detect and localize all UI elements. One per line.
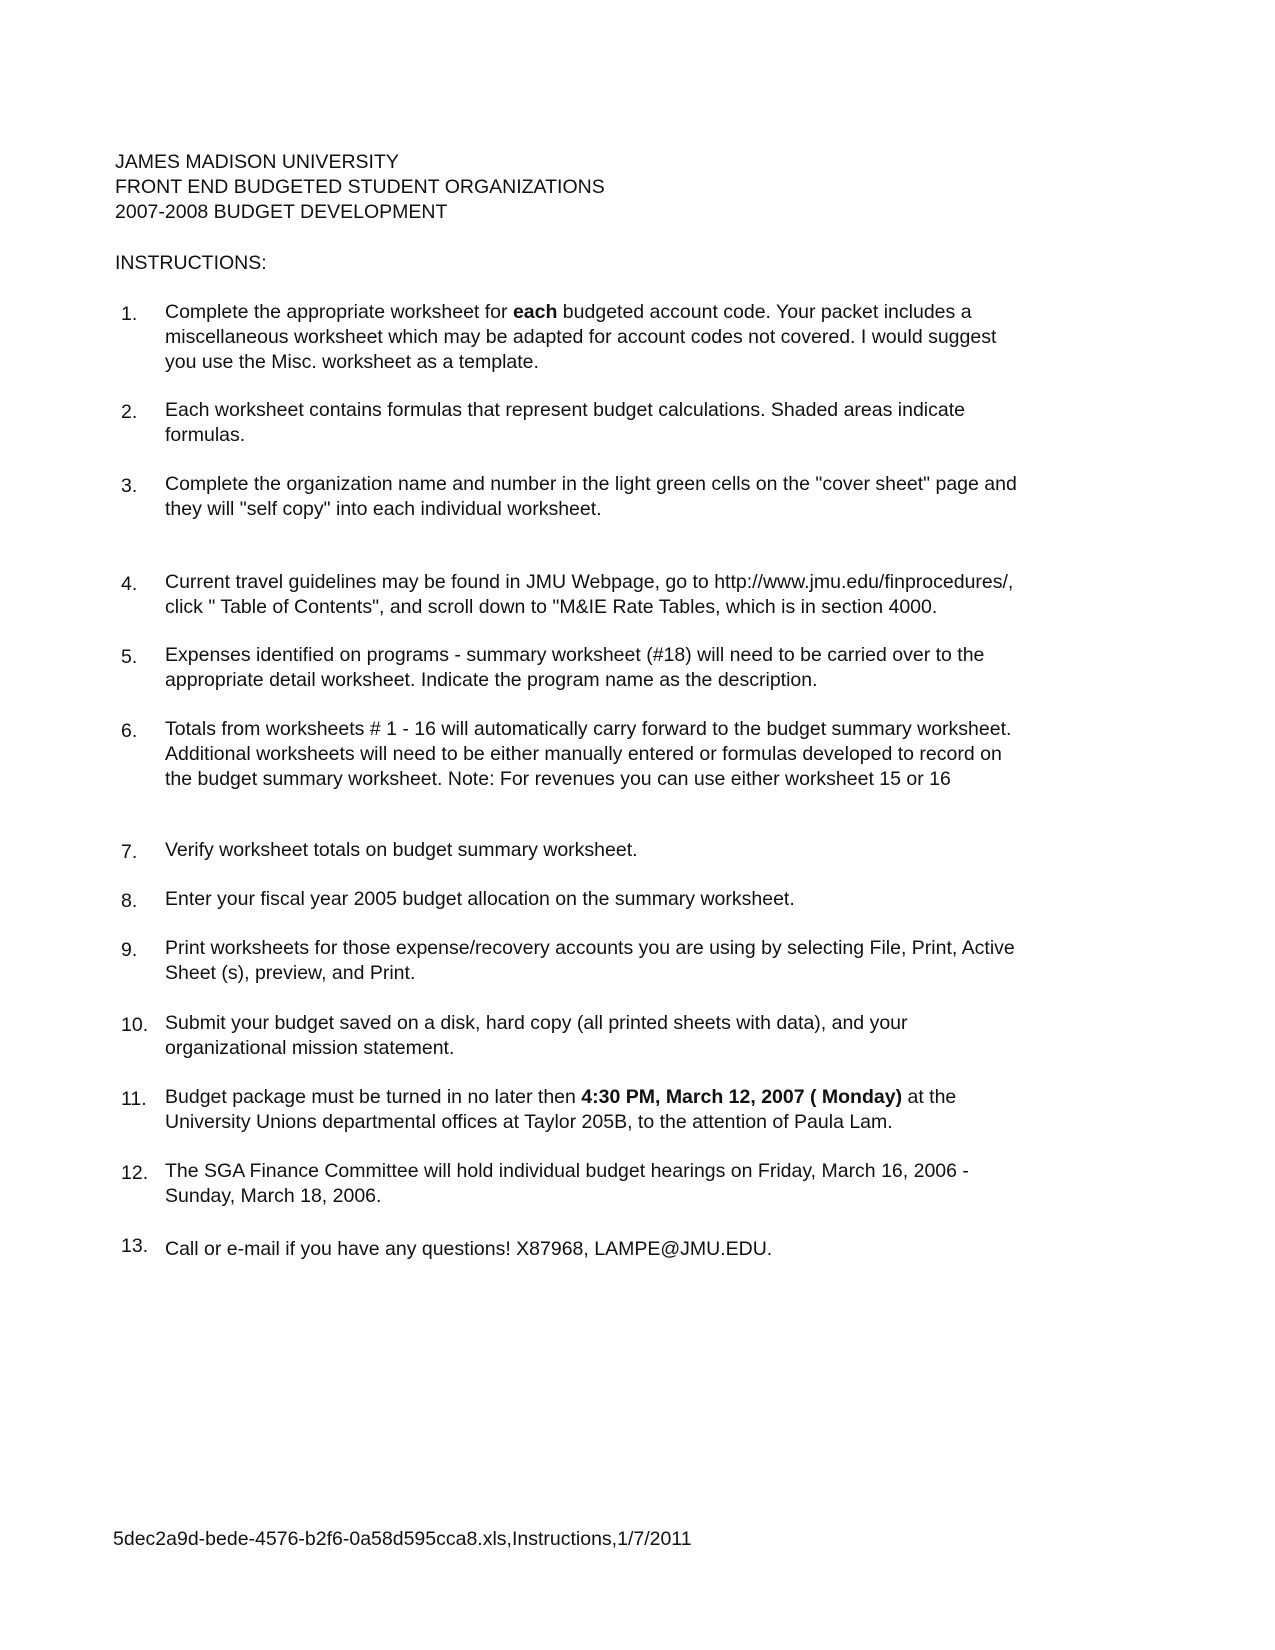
item-text: [165, 300, 1065, 375]
item-number: 3.: [121, 475, 138, 497]
header-university: JAMES MADISON UNIVERSITY: [115, 151, 399, 173]
item-line: Submit your budget saved on a disk, hard copy (all printed sheets with data), and your: [165, 1012, 908, 1034]
page-footer: 5dec2a9d-bede-4576-b2f6-0a58d595cca8.xls,Instructions,1/7/2011: [113, 1528, 692, 1550]
item-line: Sheet (s), preview, and Print.: [165, 962, 416, 984]
item-text: [165, 717, 1065, 792]
item-emphasis: each: [512, 301, 558, 323]
item-line: Current travel guidelines may be found in JMU Webpage, go to http://www.jmu.edu/finprocedures/,: [165, 571, 1014, 593]
item-line: the budget summary worksheet. Note: For revenues you can use either worksheet 15 or 16: [165, 768, 951, 790]
header-organizations: FRONT END BUDGETED STUDENT ORGANIZATIONS: [115, 176, 605, 198]
item-number: 9.: [121, 939, 138, 961]
item-line: organizational mission statement.: [165, 1037, 455, 1059]
item-line: The SGA Finance Committee will hold individual budget hearings on Friday, March 16, 2006 -: [165, 1160, 969, 1182]
item-number: 4.: [121, 573, 138, 595]
item-line: Print worksheets for those expense/recovery accounts you are using by selecting File, Print, Active: [165, 937, 1015, 959]
item-text-part: at the: [902, 1086, 957, 1108]
item-emphasis: 4:30 PM, March 12, 2007 ( Monday): [581, 1086, 903, 1108]
item-line: Each worksheet contains formulas that represent budget calculations. Shaded areas indicate: [165, 399, 965, 421]
item-number: 12.: [121, 1162, 149, 1184]
item-line: they will "self copy" into each individual worksheet.: [165, 498, 602, 520]
item-text-part: budgeted account code. Your packet includes a: [557, 301, 972, 323]
item-line: click " Table of Contents", and scroll down to "M&IE Rate Tables, which is in section 4000.: [165, 596, 938, 618]
item-line: formulas.: [165, 424, 246, 446]
item-text: [165, 936, 1065, 986]
item-number: 11.: [121, 1088, 147, 1110]
item-number: 6.: [121, 720, 138, 742]
item-text: [165, 1237, 1065, 1262]
item-text-part: Budget package must be turned in no later then: [165, 1086, 582, 1108]
item-text: [165, 1011, 1065, 1061]
item-line: University Unions departmental offices at Taylor 205B, to the attention of Paula Lam.: [165, 1111, 893, 1133]
instructions-heading: INSTRUCTIONS:: [115, 252, 267, 274]
item-number: 5.: [121, 646, 138, 668]
item-text: [165, 887, 1065, 912]
item-number: 2.: [121, 401, 138, 423]
item-text: [165, 1159, 1065, 1209]
item-text: [165, 570, 1065, 620]
item-number: 13.: [121, 1235, 149, 1257]
item-line: Enter your fiscal year 2005 budget allocation on the summary worksheet.: [165, 888, 795, 910]
item-line: you use the Misc. worksheet as a template.: [165, 351, 539, 373]
item-line: Expenses identified on programs - summary worksheet (#18) will need to be carried over to the: [165, 644, 985, 666]
item-line: Totals from worksheets # 1 - 16 will automatically carry forward to the budget summary worksheet.: [165, 718, 1012, 740]
item-line: Call or e-mail if you have any questions! X87968, LAMPE@JMU.EDU.: [165, 1238, 773, 1260]
item-line: [165, 1085, 1065, 1110]
item-line: Sunday, March 18, 2006.: [165, 1185, 382, 1207]
item-line: Complete the organization name and number in the light green cells on the "cover sheet" page and: [165, 473, 1017, 495]
item-number: 1.: [121, 303, 138, 325]
item-line: [165, 300, 1065, 325]
item-line: Additional worksheets will need to be either manually entered or formulas developed to record on: [165, 743, 1002, 765]
item-text: [165, 643, 1065, 693]
item-number: 8.: [121, 890, 138, 912]
item-number: 10.: [121, 1014, 149, 1036]
item-text-part: Complete the appropriate worksheet for: [165, 301, 513, 323]
item-text: [165, 472, 1065, 522]
item-text: [165, 398, 1065, 448]
item-line: Verify worksheet totals on budget summary worksheet.: [165, 839, 638, 861]
item-text: [165, 838, 1065, 863]
header-budget-development: 2007-2008 BUDGET DEVELOPMENT: [115, 201, 448, 223]
item-line: miscellaneous worksheet which may be adapted for account codes not covered. I would suggest: [165, 326, 997, 348]
item-number: 7.: [121, 841, 138, 863]
item-text: [165, 1085, 1065, 1135]
item-line: appropriate detail worksheet. Indicate the program name as the description.: [165, 669, 818, 691]
